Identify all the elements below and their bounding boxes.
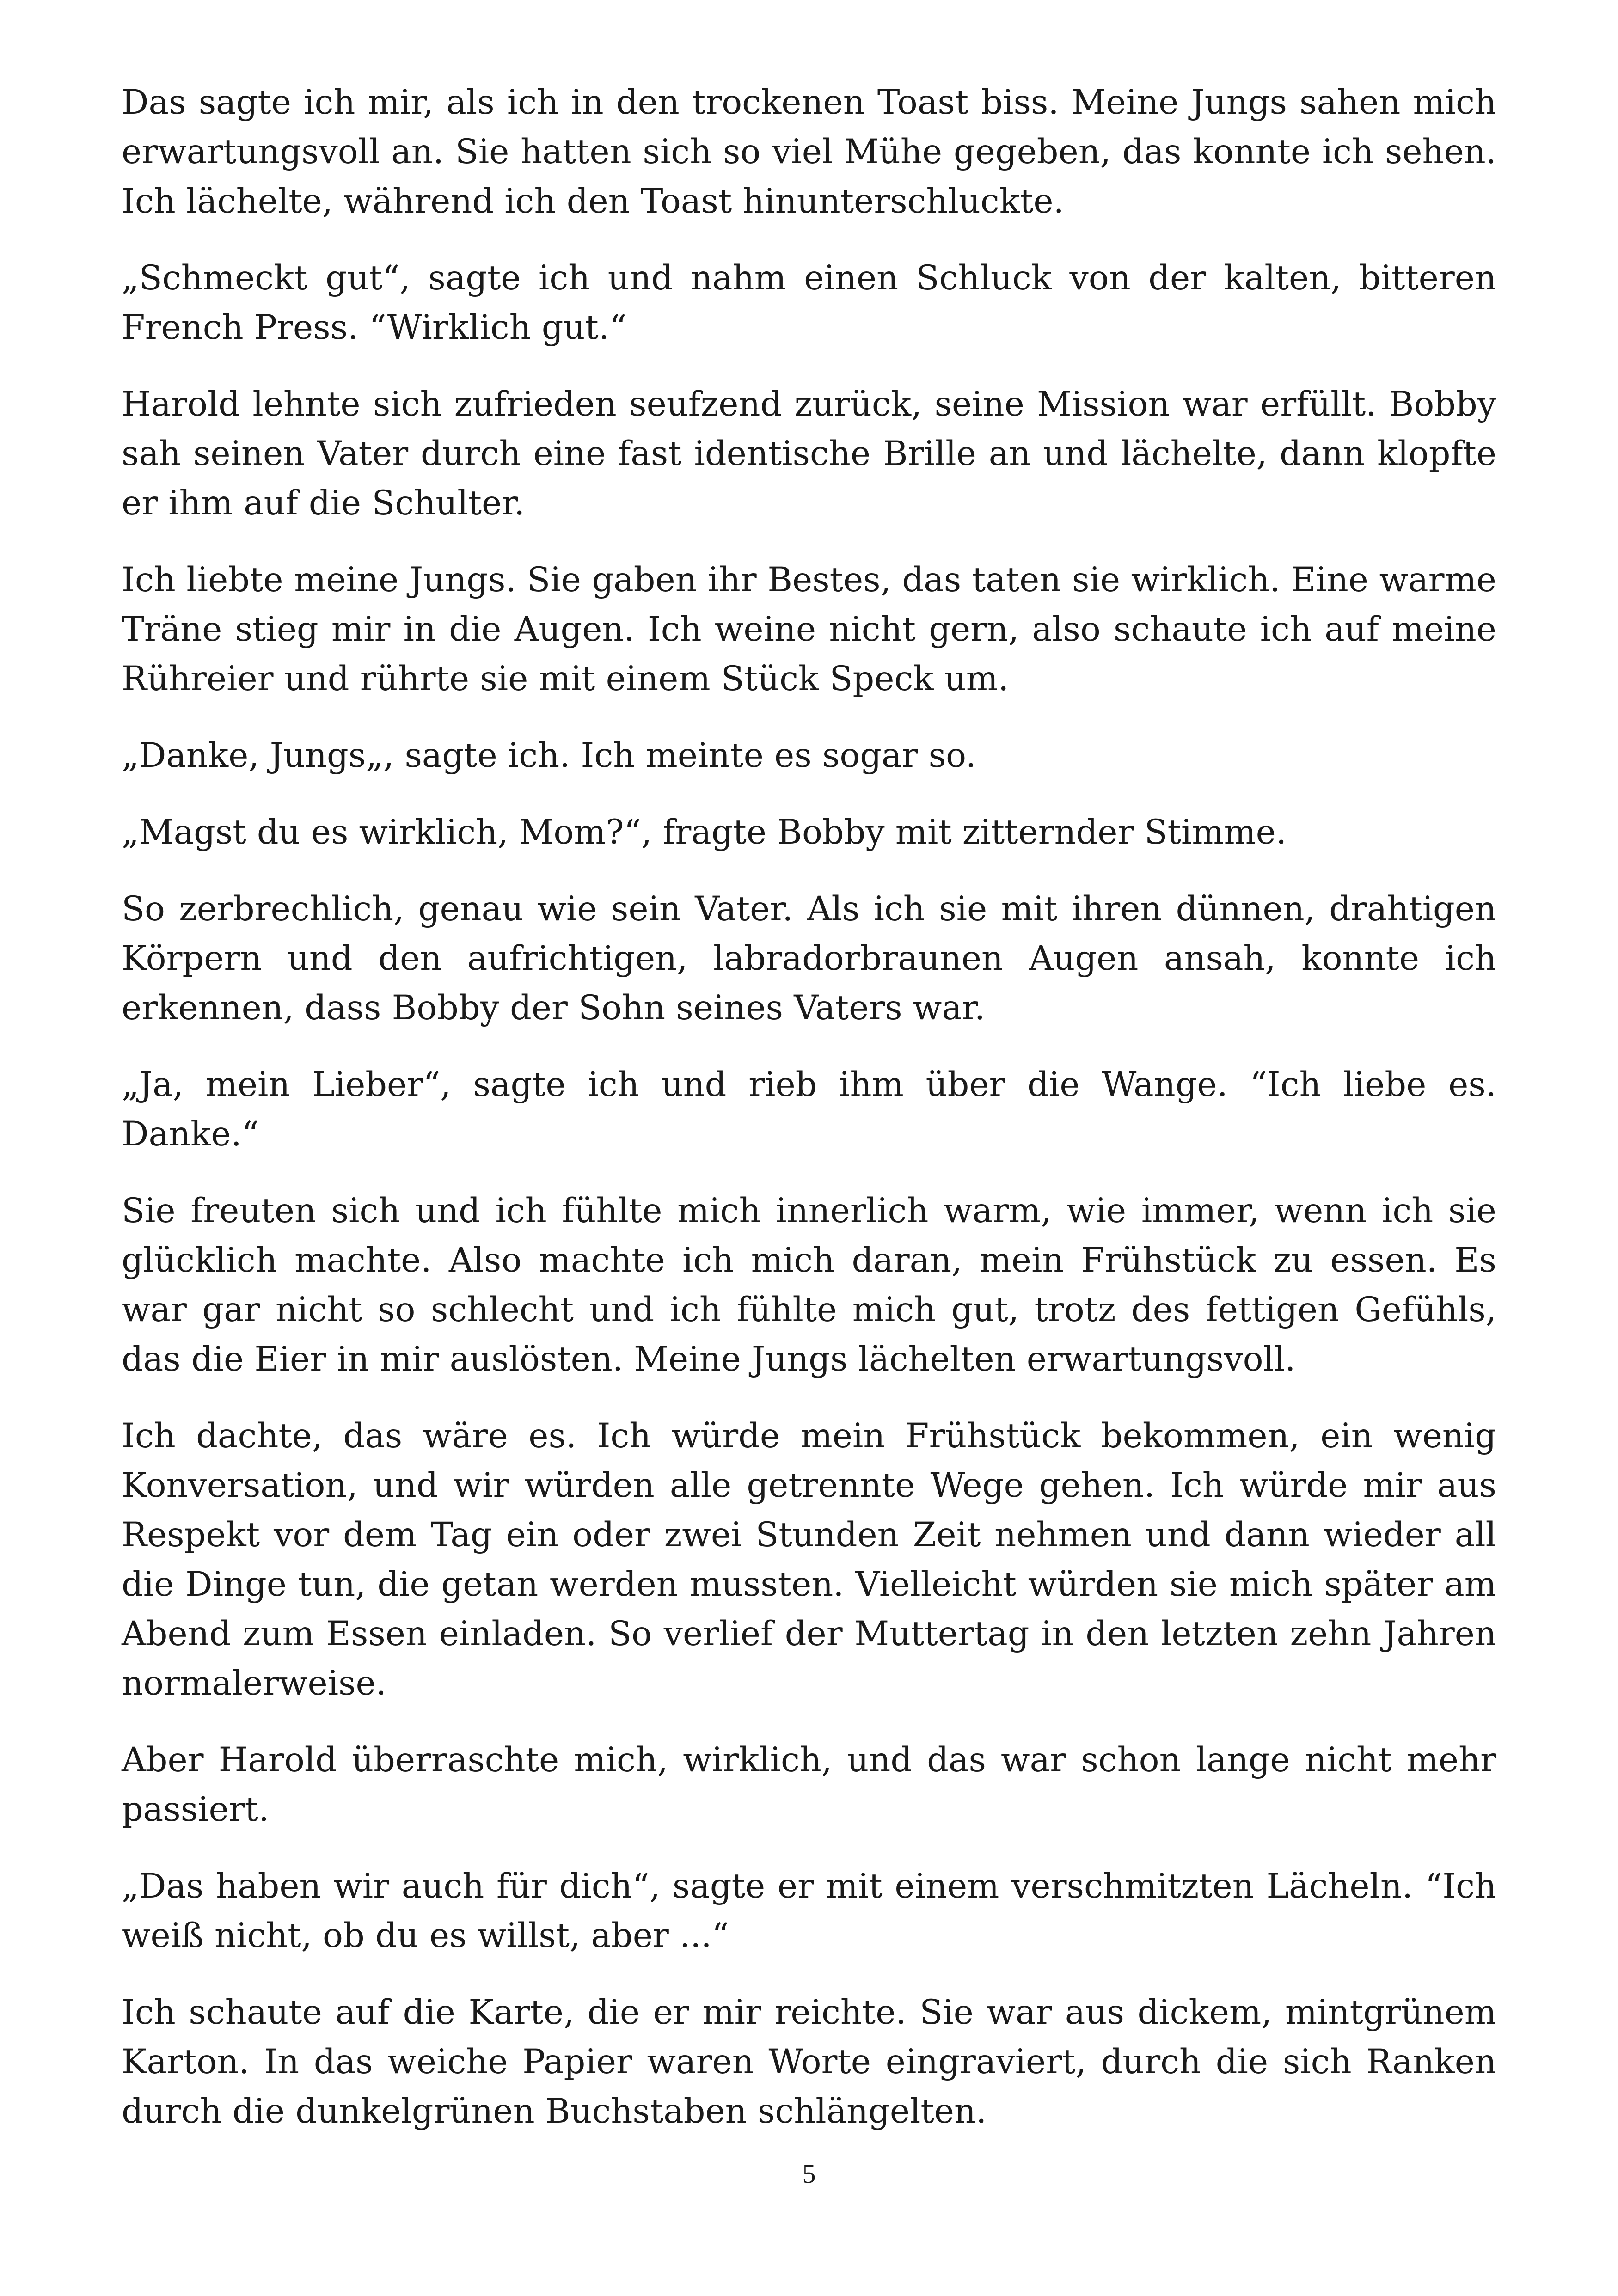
paragraph: Harold lehnte sich zufrieden seufzend zurück, seine Mission war erfüllt. Bobby sah seinen Vater durch eine fast identische Brille an und lächelte, dann klopfte er ihm auf die Schulter. <box>122 385 1496 523</box>
paragraph: Sie freuten sich und ich fühlte mich innerlich warm, wie immer, wenn ich sie glücklich machte. Also machte ich mich daran, mein Frühstück zu essen. Es war gar nicht so schlecht und ich fühlte mich gut, trotz des fettigen Gefühls, das die Eier in mir auslösten. Meine Jungs lächelten erwartungsvoll. <box>122 1191 1496 1379</box>
paragraph: „Danke, Jungs„, sagte ich. Ich meinte es sogar so. <box>122 736 976 775</box>
paragraph: „Magst du es wirklich, Mom?“, fragte Bobby mit zitternder Stimme. <box>122 813 1287 852</box>
paragraph: So zerbrechlich, genau wie sein Vater. Als ich sie mit ihren dünnen, drahtigen Körpern und den aufrichtigen, labradorbraunen Augen ansah, konnte ich erkennen, dass Bobby der Sohn seines Vaters war. <box>122 889 1496 1028</box>
paragraph: Ich schaute auf die Karte, die er mir reichte. Sie war aus dickem, mintgrünem Karton. In das weiche Papier waren Worte eingraviert, durch die sich Ranken durch die dunkelgrünen Buchstaben schlängelten. <box>122 1993 1496 2131</box>
paragraph: „Schmeckt gut“, sagte ich und nahm einen Schluck von der kalten, bitteren French Press. “Wirklich gut.“ <box>122 258 1496 347</box>
paragraph: Ich liebte meine Jungs. Sie gaben ihr Bestes, das taten sie wirklich. Eine warme Träne stieg mir in die Augen. Ich weine nicht gern, also schaute ich auf meine Rühreier und rührte sie mit einem Stück Speck um. <box>122 560 1496 698</box>
page-number: 5 <box>802 2159 816 2189</box>
paragraph: Ich dachte, das wäre es. Ich würde mein Frühstück bekommen, ein wenig Konversation, und wir würden alle getrennte Wege gehen. Ich würde mir aus Respekt vor dem Tag ein oder zwei Stunden Zeit nehmen und dann wieder all die Dinge tun, die getan werden mussten. Vielleicht würden sie mich später am Abend zum Essen einladen. So verlief der Muttertag in den letzten zehn Jahren normalerweise. <box>122 1416 1496 1703</box>
page-body <box>122 78 1496 2136</box>
paragraph: Das sagte ich mir, als ich in den trockenen Toast biss. Meine Jungs sahen mich erwartungsvoll an. Sie hatten sich so viel Mühe gegeben, das konnte ich sehen. Ich lächelte, während ich den Toast hinunterschluckte. <box>122 83 1496 221</box>
paragraph: Aber Harold überraschte mich, wirklich, und das war schon lange nicht mehr passiert. <box>122 1740 1496 1829</box>
paragraph: „Das haben wir auch für dich“, sagte er mit einem verschmitzten Lächeln. “Ich weiß nicht, ob du es willst, aber ...“ <box>122 1867 1496 1955</box>
paragraph: „Ja, mein Lieber“, sagte ich und rieb ihm über die Wange. “Ich liebe es. Danke.“ <box>122 1065 1496 1154</box>
